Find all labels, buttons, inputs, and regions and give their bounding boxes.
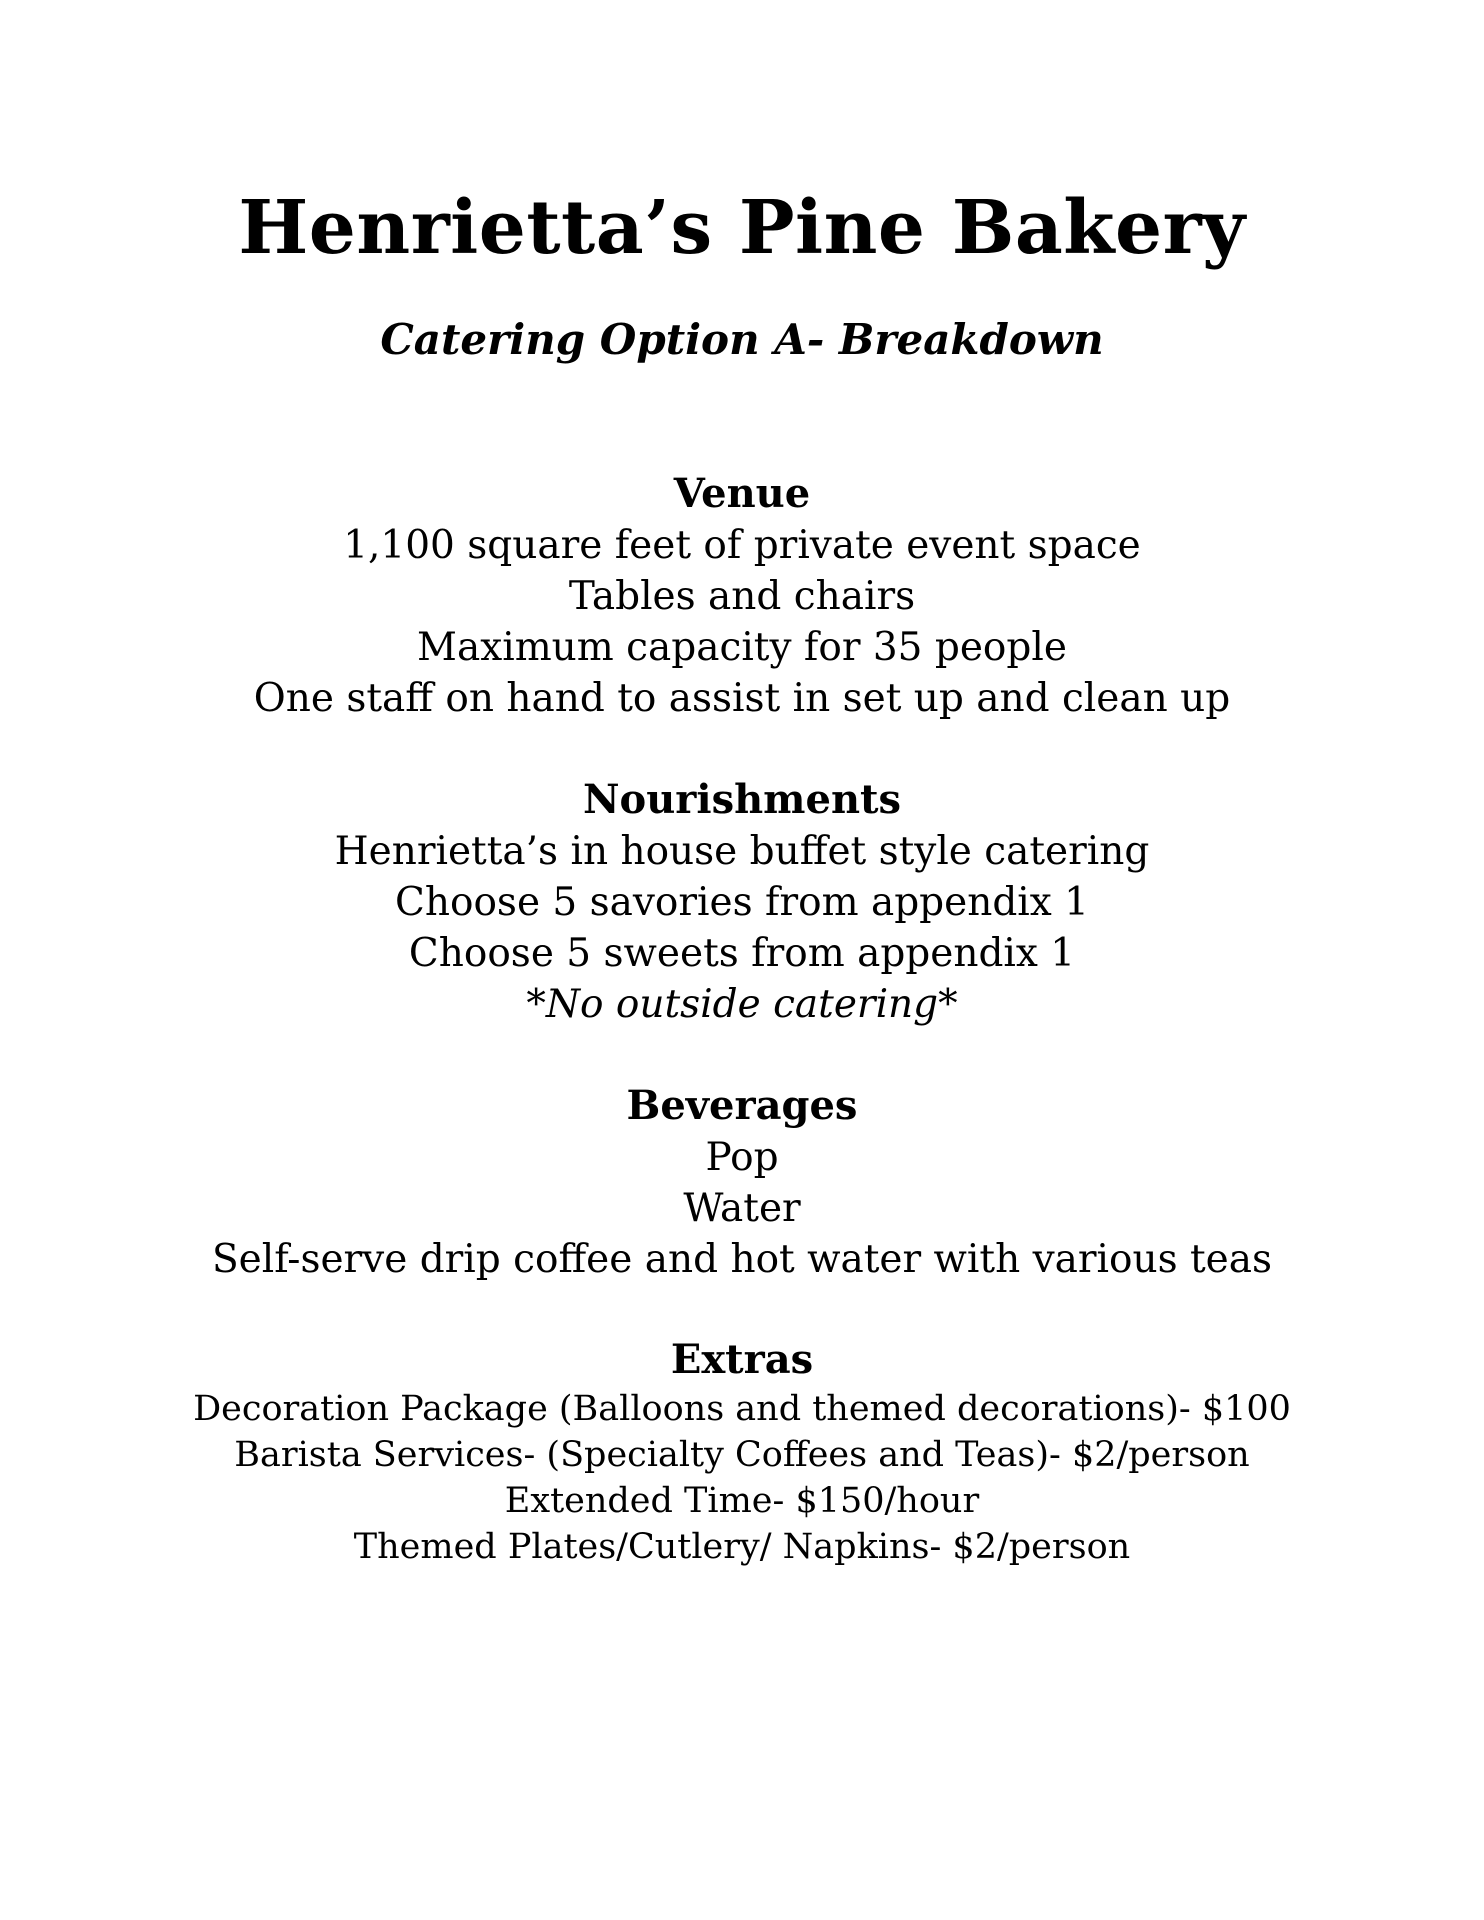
extras-line: Barista Services- (Specialty Coffees and Teas)- $2/person xyxy=(234,1435,1250,1475)
beverages-heading: Beverages xyxy=(626,1082,858,1129)
extras-line: Themed Plates/Cutlery/ Napkins- $2/person xyxy=(353,1527,1131,1567)
beverages-line: Water xyxy=(683,1186,801,1231)
venue-line: Maximum capacity for 35 people xyxy=(417,625,1067,670)
venue-line: One staff on hand to assist in set up and clean up xyxy=(253,676,1231,721)
venue-heading: Venue xyxy=(673,470,811,517)
venue-line: 1,100 square feet of private event space xyxy=(343,523,1141,568)
venue-section xyxy=(0,468,1484,724)
nourishments-line: Choose 5 sweets from appendix 1 xyxy=(408,931,1076,976)
extras-section xyxy=(0,1334,1484,1570)
beverages-section xyxy=(0,1080,1484,1285)
document-title: Henrietta’s Pine Bakery xyxy=(238,185,1246,271)
beverages-line: Pop xyxy=(705,1135,779,1180)
document-subtitle: Catering Option A- Breakdown xyxy=(380,315,1104,364)
nourishments-heading: Nourishments xyxy=(582,776,902,823)
nourishments-note: *No outside catering* xyxy=(526,982,958,1027)
nourishments-line: Choose 5 savories from appendix 1 xyxy=(395,880,1089,925)
nourishments-section xyxy=(0,774,1484,1030)
nourishments-line: Henrietta’s in house buffet style catering xyxy=(334,829,1150,874)
beverages-line: Self-serve drip coffee and hot water with various teas xyxy=(211,1237,1273,1282)
extras-heading: Extras xyxy=(670,1336,814,1383)
venue-line: Tables and chairs xyxy=(568,574,916,619)
extras-line: Decoration Package (Balloons and themed decorations)- $100 xyxy=(193,1389,1291,1429)
extras-line: Extended Time- $150/hour xyxy=(504,1481,980,1521)
